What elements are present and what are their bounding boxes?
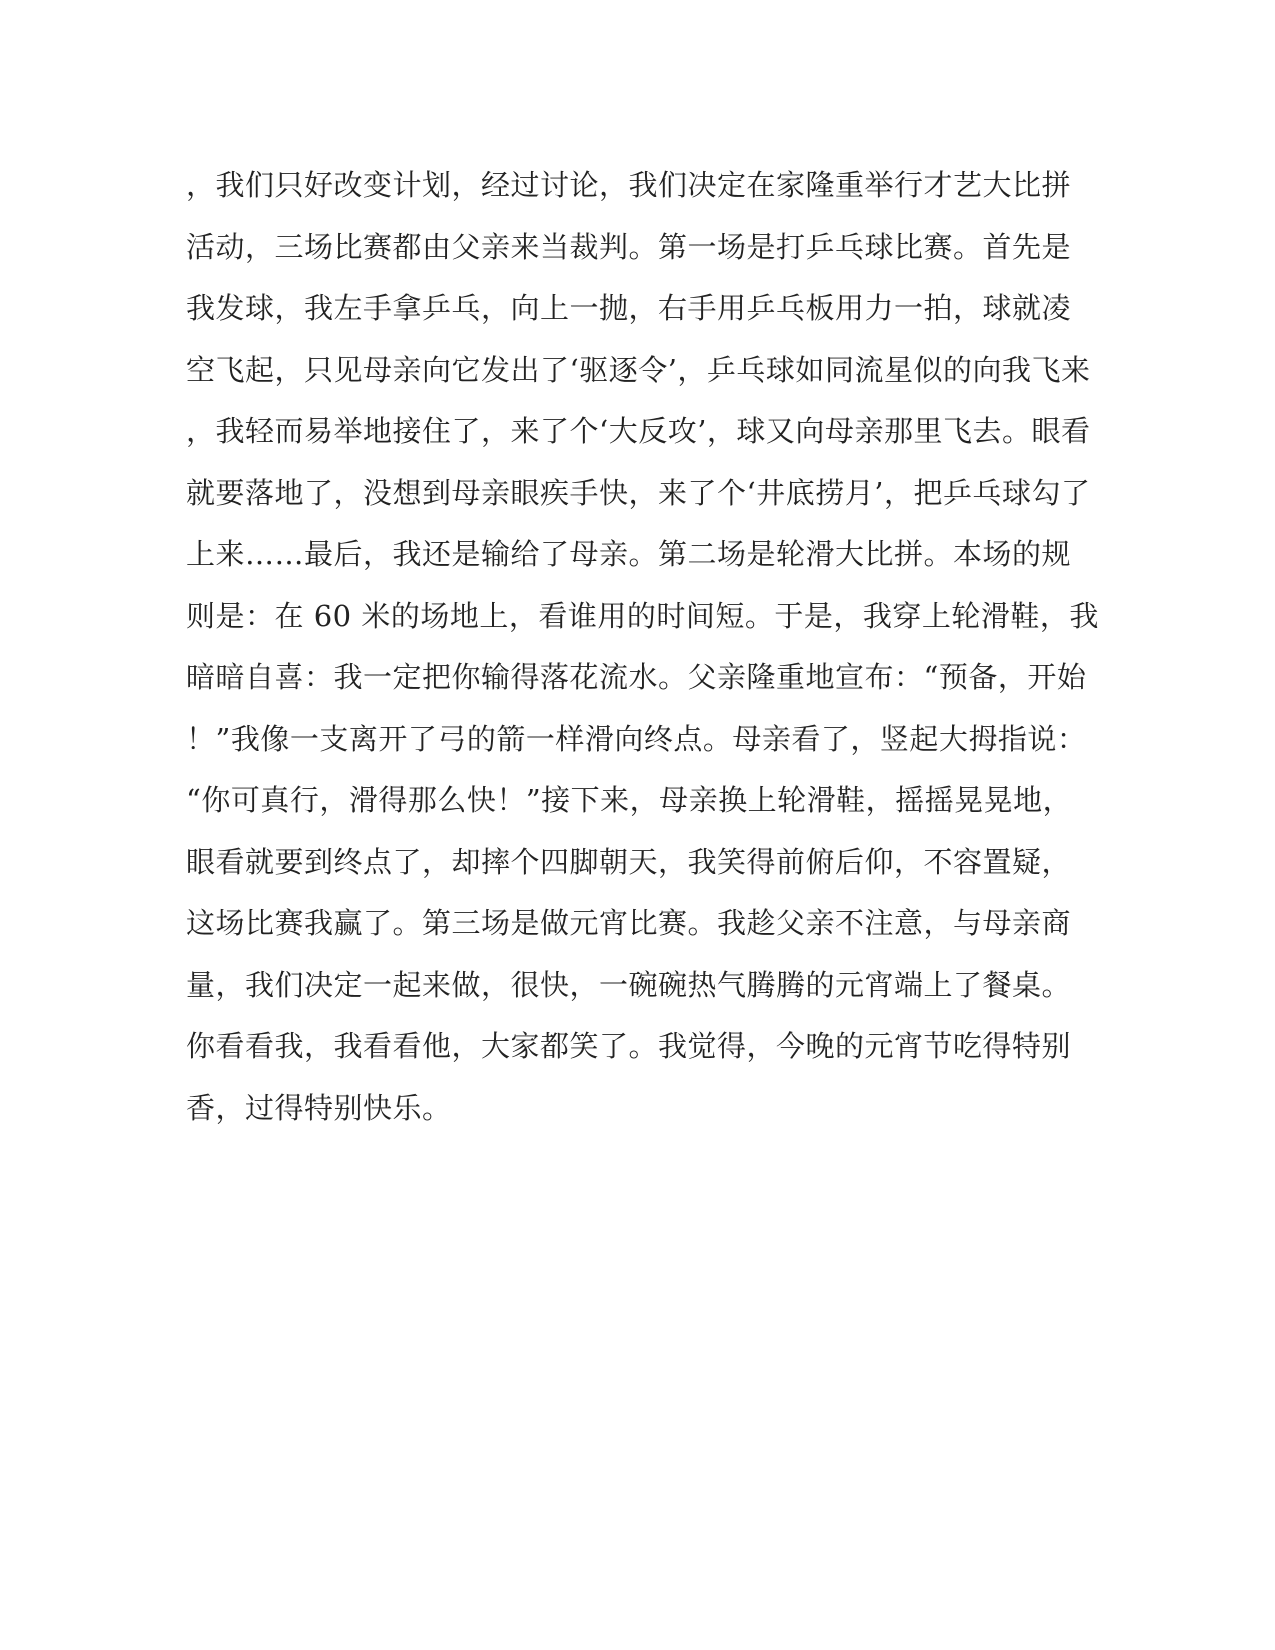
text-line: 你看看我，我看看他，大家都笑了。我觉得，今晚的元宵节吃得特别 [186,1029,1072,1063]
text-line: 量，我们决定一起来做，很快，一碗碗热气腾腾的元宵端上了餐桌。 [186,967,1072,1002]
text-line: 活动，三场比赛都由父亲来当裁判。第一场是打乒乓球比赛。首先是 [186,229,1072,264]
text-line: ！”我像一支离开了弓的箭一样滑向终点。母亲看了，竖起大拇指说： [186,721,1087,756]
text-line: 香，过得特别快乐。 [186,1090,452,1125]
text-line: 就要落地了，没想到母亲眼疾手快，来了个‘井底捞月’，把乒乓球勾了 [186,475,1091,510]
text-line: ，我轻而易举地接住了，来了个‘大反攻’，球又向母亲那里飞去。眼看 [186,414,1091,448]
text-line: 这场比赛我赢了。第三场是做元宵比赛。我趁父亲不注意，与母亲商 [186,906,1072,940]
text-line: 眼看就要到终点了，却摔个四脚朝天，我笑得前俯后仰，不容置疑， [186,844,1072,879]
body-text [186,166,1099,1150]
text-line: “你可真行，滑得那么快！”接下来，母亲换上轮滑鞋，摇摇晃晃地， [186,783,1073,817]
text-line: ，我们只好改变计划，经过讨论，我们决定在家隆重举行才艺大比拼 [186,168,1072,202]
text-line: 上来……最后，我还是输给了母亲。第二场是轮滑大比拼。本场的规 [186,537,1072,571]
text-line: 空飞起，只见母亲向它发出了‘驱逐令’，乒乓球如同流星似的向我飞来 [186,352,1091,387]
text-line: 暗暗自喜：我一定把你输得落花流水。父亲隆重地宣布：“预备，开始 [186,660,1087,694]
text-line: 我发球，我左手拿乒乓，向上一抛，右手用乒乓板用力一拍，球就凌 [186,291,1072,325]
text-line: 则是：在 60 米的场地上，看谁用的时间短。于是，我穿上轮滑鞋，我 [186,598,1099,633]
